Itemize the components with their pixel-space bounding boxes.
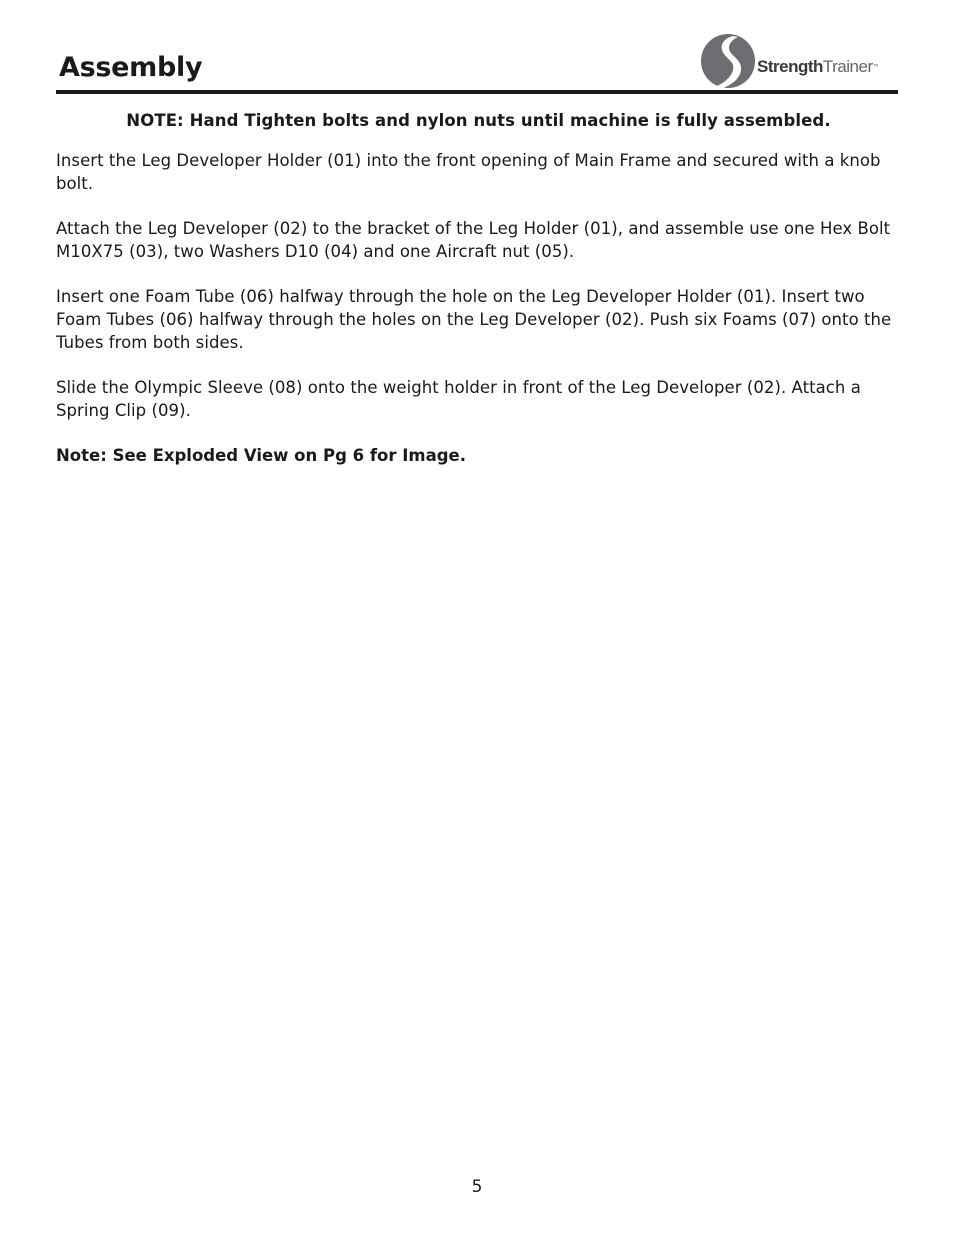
- page-header: [56, 30, 898, 92]
- instruction-paragraph: Attach the Leg Developer (02) to the bracket of the Leg Holder (01), and assemble use one Hex Bolt M10X75 (03), two Washers D10 (04) and one Aircraft nut (05).: [56, 219, 891, 261]
- instruction-paragraph: Insert one Foam Tube (06) halfway through the hole on the Leg Developer Holder (01). Insert two Foam Tubes (06) halfway through the holes on the Leg Developer (02). Push six Foams (07) onto the Tubes from both sides.: [56, 287, 892, 352]
- logo-text-strength: Strength: [757, 57, 823, 76]
- logo-trademark: ™: [872, 64, 879, 70]
- page-title: Assembly: [59, 52, 203, 83]
- logo-wordmark: [757, 57, 878, 77]
- strengthtrainer-s-logo-icon: [700, 33, 756, 89]
- instruction-paragraph: Slide the Olympic Sleeve (08) onto the weight holder in front of the Leg Developer (02). Attach a Spring Clip (09).: [56, 378, 861, 420]
- tighten-note: NOTE: Hand Tighten bolts and nylon nuts until machine is fully assembled.: [126, 111, 831, 130]
- page-number: 5: [471, 1177, 483, 1197]
- header-rule: [56, 90, 898, 94]
- logo-text-trainer: Trainer: [822, 57, 873, 76]
- assembly-instructions: [56, 110, 901, 467]
- exploded-view-note: Note: See Exploded View on Pg 6 for Image.: [56, 446, 466, 465]
- instruction-paragraph: Insert the Leg Developer Holder (01) into the front opening of Main Frame and secured with a knob bolt.: [56, 151, 881, 193]
- brand-logo: [700, 33, 898, 91]
